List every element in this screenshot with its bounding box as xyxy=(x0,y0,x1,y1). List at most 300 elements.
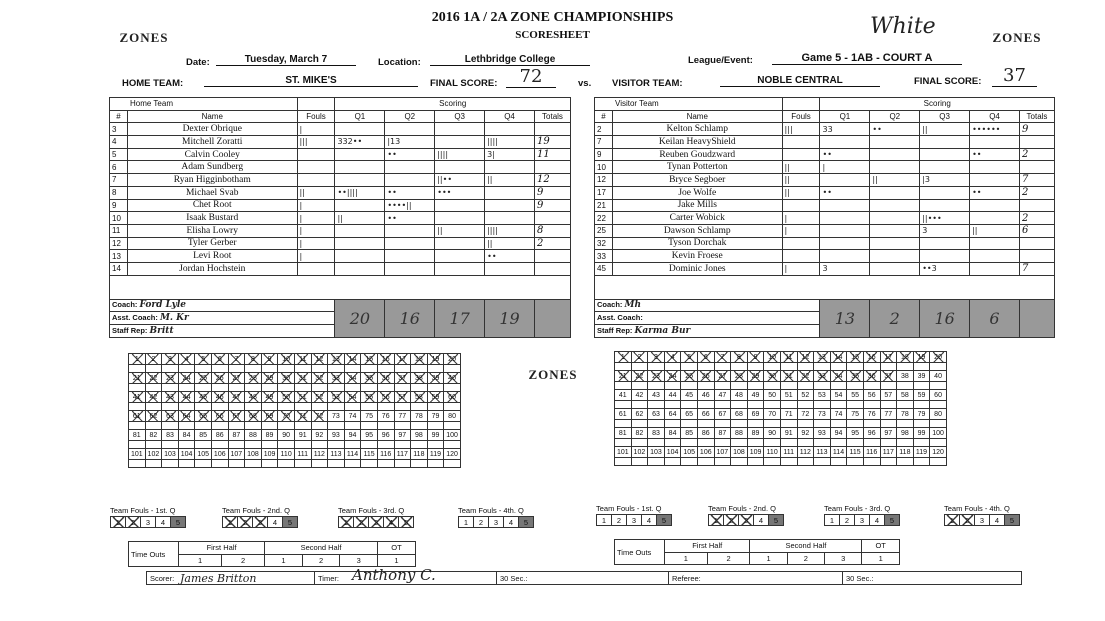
visitor-score-cell[interactable]: 18 xyxy=(897,352,914,363)
visitor-foul-box[interactable]: 4 xyxy=(642,515,657,526)
visitor-score-cell[interactable]: 16 xyxy=(863,352,880,363)
visitor-score-cell[interactable]: 66 xyxy=(697,409,714,420)
home-to-2h-3[interactable]: 3 xyxy=(340,554,378,567)
home-score-cell[interactable]: 48 xyxy=(245,392,262,403)
home-score-cell[interactable]: 12 xyxy=(311,354,328,365)
visitor-score-cell[interactable]: 77 xyxy=(880,409,897,420)
home-score-cell[interactable]: 30 xyxy=(278,373,295,384)
home-score-cell[interactable]: 93 xyxy=(328,430,345,441)
home-score-cell[interactable]: 67 xyxy=(228,411,245,422)
visitor-score-cell[interactable]: 98 xyxy=(897,428,914,439)
visitor-score-cell[interactable]: 96 xyxy=(863,428,880,439)
home-score-cell[interactable]: 116 xyxy=(377,449,394,460)
home-score-cell[interactable]: 94 xyxy=(344,430,361,441)
visitor-foul-box[interactable]: 4 xyxy=(990,515,1005,526)
home-foul-box[interactable]: 5 xyxy=(283,517,298,528)
visitor-score-cell[interactable]: 112 xyxy=(797,447,814,458)
player-name: Joe Wolfe xyxy=(612,186,782,199)
home-score-cell[interactable]: 26 xyxy=(211,373,228,384)
home-score-cell[interactable]: 117 xyxy=(394,449,411,460)
home-score-cell[interactable]: 46 xyxy=(211,392,228,403)
home-score-cell[interactable]: 32 xyxy=(311,373,328,384)
visitor-foul-box[interactable]: 2 xyxy=(840,515,855,526)
home-score-cell[interactable]: 69 xyxy=(261,411,278,422)
visitor-to-2h-2[interactable]: 2 xyxy=(787,552,824,565)
home-score-cell[interactable]: 86 xyxy=(211,430,228,441)
visitor-to-1h-1[interactable]: 1 xyxy=(665,552,708,565)
visitor-foul-box[interactable]: 4 xyxy=(754,515,769,526)
visitor-score-cell[interactable]: 31 xyxy=(780,371,797,382)
visitor-score-cell[interactable]: 94 xyxy=(830,428,847,439)
home-score-cell[interactable]: 15 xyxy=(361,354,378,365)
visitor-score-cell[interactable]: 27 xyxy=(714,371,731,382)
visitor-score-cell[interactable]: 19 xyxy=(913,352,930,363)
visitor-score-cell[interactable]: 44 xyxy=(664,390,681,401)
visitor-foul-box[interactable]: 1 xyxy=(709,515,724,526)
visitor-foul-box[interactable]: 4 xyxy=(870,515,885,526)
visitor-score-cell[interactable]: 64 xyxy=(664,409,681,420)
visitor-score-blank xyxy=(615,420,632,428)
home-score-cell[interactable]: 9 xyxy=(261,354,278,365)
home-score-cell[interactable]: 58 xyxy=(411,392,428,403)
home-score-cell[interactable]: 82 xyxy=(145,430,162,441)
visitor-score-cell[interactable]: 83 xyxy=(648,428,665,439)
home-score-cell[interactable]: 110 xyxy=(278,449,295,460)
visitor-score-cell[interactable]: 91 xyxy=(780,428,797,439)
visitor-score-cell[interactable]: 84 xyxy=(664,428,681,439)
home-score-cell[interactable]: 7 xyxy=(228,354,245,365)
visitor-score-cell[interactable]: 100 xyxy=(930,428,947,439)
home-score-cell[interactable]: 2 xyxy=(145,354,162,365)
visitor-score-cell[interactable]: 93 xyxy=(814,428,831,439)
home-score-cell[interactable]: 62 xyxy=(145,411,162,422)
home-score-cell[interactable]: 47 xyxy=(228,392,245,403)
home-score-cell[interactable]: 8 xyxy=(245,354,262,365)
home-score-cell[interactable]: 75 xyxy=(361,411,378,422)
home-score-cell[interactable]: 44 xyxy=(178,392,195,403)
home-score-cell[interactable]: 56 xyxy=(377,392,394,403)
home-score-cell[interactable]: 111 xyxy=(294,449,311,460)
visitor-foul-box[interactable]: 5 xyxy=(769,515,784,526)
visitor-score-cell[interactable]: 5 xyxy=(681,352,698,363)
home-score-cell[interactable]: 10 xyxy=(278,354,295,365)
vcol-num: # xyxy=(595,110,613,123)
visitor-score-cell[interactable]: 21 xyxy=(615,371,632,382)
home-score-cell[interactable]: 70 xyxy=(278,411,295,422)
visitor-score-cell[interactable]: 59 xyxy=(913,390,930,401)
visitor-score-cell[interactable]: 101 xyxy=(615,447,632,458)
home-score-cell[interactable]: 57 xyxy=(394,392,411,403)
visitor-foul-box[interactable]: 3 xyxy=(739,515,754,526)
visitor-to-1h-2[interactable]: 2 xyxy=(707,552,750,565)
visitor-score-cell[interactable]: 95 xyxy=(847,428,864,439)
home-score-cell[interactable]: 103 xyxy=(162,449,179,460)
home-score-cell[interactable]: 31 xyxy=(294,373,311,384)
home-score-cell[interactable]: 16 xyxy=(377,354,394,365)
visitor-score-cell[interactable]: 34 xyxy=(830,371,847,382)
visitor-score-cell[interactable]: 85 xyxy=(681,428,698,439)
home-score-cell[interactable]: 120 xyxy=(444,449,461,460)
player-total xyxy=(1019,199,1054,212)
visitor-score-cell[interactable]: 12 xyxy=(797,352,814,363)
home-to-2h-1[interactable]: 1 xyxy=(265,554,303,567)
visitor-score-cell[interactable]: 35 xyxy=(847,371,864,382)
visitor-score-cell[interactable]: 74 xyxy=(830,409,847,420)
home-score-cell[interactable]: 60 xyxy=(444,392,461,403)
home-to-2h-2[interactable]: 2 xyxy=(302,554,340,567)
home-score-cell[interactable]: 53 xyxy=(328,392,345,403)
home-score-cell[interactable]: 35 xyxy=(361,373,378,384)
visitor-foul-box[interactable]: 1 xyxy=(825,515,840,526)
home-score-cell[interactable]: 23 xyxy=(162,373,179,384)
visitor-score-cell[interactable]: 2 xyxy=(631,352,648,363)
visitor-score-cell[interactable]: 92 xyxy=(797,428,814,439)
home-score-cell[interactable]: 106 xyxy=(211,449,228,460)
home-to-1h-1[interactable]: 1 xyxy=(179,554,222,567)
home-score-cell[interactable]: 27 xyxy=(228,373,245,384)
visitor-score-cell[interactable]: 46 xyxy=(697,390,714,401)
visitor-score-cell[interactable]: 17 xyxy=(880,352,897,363)
visitor-score-cell[interactable]: 107 xyxy=(714,447,731,458)
home-score-cell[interactable]: 72 xyxy=(311,411,328,422)
home-score-cell[interactable]: 78 xyxy=(411,411,428,422)
visitor-score-cell[interactable]: 49 xyxy=(747,390,764,401)
home-score-cell[interactable]: 101 xyxy=(129,449,146,460)
home-score-cell[interactable]: 112 xyxy=(311,449,328,460)
visitor-score-cell[interactable]: 80 xyxy=(930,409,947,420)
home-foul-box[interactable]: 2 xyxy=(354,517,369,528)
visitor-score-cell[interactable]: 89 xyxy=(747,428,764,439)
home-score-cell[interactable]: 98 xyxy=(411,430,428,441)
visitor-to-2h-3[interactable]: 3 xyxy=(825,552,862,565)
visitor-score-cell[interactable]: 99 xyxy=(913,428,930,439)
visitor-to-2h-1[interactable]: 1 xyxy=(750,552,787,565)
home-score-cell[interactable]: 50 xyxy=(278,392,295,403)
visitor-foul-box[interactable]: 2 xyxy=(612,515,627,526)
home-score-blank xyxy=(228,384,245,392)
visitor-score-cell[interactable]: 61 xyxy=(615,409,632,420)
visitor-score-cell[interactable]: 81 xyxy=(615,428,632,439)
visitor-score-cell[interactable]: 106 xyxy=(697,447,714,458)
visitor-score-cell[interactable]: 69 xyxy=(747,409,764,420)
home-score-cell[interactable]: 99 xyxy=(427,430,444,441)
visitor-score-cell[interactable]: 36 xyxy=(863,371,880,382)
visitor-score-cell[interactable]: 13 xyxy=(814,352,831,363)
home-score-cell[interactable]: 96 xyxy=(377,430,394,441)
home-score-cell[interactable]: 89 xyxy=(261,430,278,441)
visitor-score-cell[interactable]: 7 xyxy=(714,352,731,363)
visitor-score-cell[interactable]: 58 xyxy=(897,390,914,401)
visitor-score-cell[interactable]: 105 xyxy=(681,447,698,458)
visitor-score-cell[interactable]: 73 xyxy=(814,409,831,420)
home-score-cell[interactable]: 68 xyxy=(245,411,262,422)
home-score-cell[interactable]: 4 xyxy=(178,354,195,365)
visitor-score-cell[interactable]: 119 xyxy=(913,447,930,458)
visitor-score-cell[interactable]: 65 xyxy=(681,409,698,420)
home-score-blank xyxy=(228,403,245,411)
visitor-score-cell[interactable]: 68 xyxy=(731,409,748,420)
visitor-score-cell[interactable]: 82 xyxy=(631,428,648,439)
home-score-cell[interactable]: 119 xyxy=(427,449,444,460)
visitor-score-cell[interactable]: 8 xyxy=(731,352,748,363)
home-score-cell[interactable]: 115 xyxy=(361,449,378,460)
home-foul-box[interactable]: 1 xyxy=(459,517,474,528)
home-score-cell[interactable]: 65 xyxy=(195,411,212,422)
home-score-cell[interactable]: 21 xyxy=(129,373,146,384)
visitor-score-cell[interactable]: 57 xyxy=(880,390,897,401)
home-score-blank xyxy=(444,403,461,411)
visitor-score-cell[interactable]: 30 xyxy=(764,371,781,382)
home-score-cell[interactable]: 80 xyxy=(444,411,461,422)
visitor-score-cell[interactable]: 50 xyxy=(764,390,781,401)
home-score-cell[interactable]: 64 xyxy=(178,411,195,422)
visitor-score-cell[interactable]: 3 xyxy=(648,352,665,363)
home-score-cell[interactable]: 24 xyxy=(178,373,195,384)
visitor-score-cell[interactable]: 60 xyxy=(930,390,947,401)
home-score-cell[interactable]: 18 xyxy=(411,354,428,365)
visitor-score-cell[interactable]: 118 xyxy=(897,447,914,458)
home-score-cell[interactable]: 113 xyxy=(328,449,345,460)
visitor-score-cell[interactable]: 56 xyxy=(863,390,880,401)
home-score-cell[interactable]: 108 xyxy=(245,449,262,460)
home-score-cell[interactable]: 17 xyxy=(394,354,411,365)
home-foul-box[interactable]: 2 xyxy=(238,517,253,528)
home-score-cell[interactable]: 37 xyxy=(394,373,411,384)
visitor-score-cell[interactable]: 114 xyxy=(830,447,847,458)
visitor-score-cell[interactable]: 6 xyxy=(697,352,714,363)
home-score-cell[interactable]: 13 xyxy=(328,354,345,365)
visitor-score-cell[interactable]: 14 xyxy=(830,352,847,363)
visitor-score-cell[interactable]: 22 xyxy=(631,371,648,382)
visitor-foul-box[interactable]: 5 xyxy=(1005,515,1020,526)
home-score-cell[interactable]: 28 xyxy=(245,373,262,384)
home-score-cell[interactable]: 114 xyxy=(344,449,361,460)
visitor-score-cell[interactable]: 55 xyxy=(847,390,864,401)
home-foul-box[interactable]: 5 xyxy=(519,517,534,528)
home-score-cell[interactable]: 55 xyxy=(361,392,378,403)
visitor-score-cell[interactable]: 15 xyxy=(847,352,864,363)
visitor-score-cell[interactable]: 23 xyxy=(648,371,665,382)
home-foul-box[interactable]: 1 xyxy=(111,517,126,528)
visitor-score-cell[interactable]: 78 xyxy=(897,409,914,420)
home-foul-box[interactable]: 3 xyxy=(253,517,268,528)
home-score-cell[interactable]: 83 xyxy=(162,430,179,441)
visitor-score-cell[interactable]: 70 xyxy=(764,409,781,420)
visitor-score-cell[interactable]: 29 xyxy=(747,371,764,382)
home-score-cell[interactable]: 97 xyxy=(394,430,411,441)
visitor-score-cell[interactable]: 52 xyxy=(797,390,814,401)
visitor-score-cell[interactable]: 39 xyxy=(913,371,930,382)
home-score-cell[interactable]: 6 xyxy=(211,354,228,365)
visitor-score-cell[interactable]: 75 xyxy=(847,409,864,420)
visitor-score-cell[interactable]: 104 xyxy=(664,447,681,458)
home-foul-box[interactable]: 5 xyxy=(171,517,186,528)
home-score-cell[interactable]: 51 xyxy=(294,392,311,403)
visitor-to-ot-1[interactable]: 1 xyxy=(862,552,900,565)
visitor-score-cell[interactable]: 115 xyxy=(847,447,864,458)
visitor-score-cell[interactable]: 4 xyxy=(664,352,681,363)
home-score-cell[interactable]: 91 xyxy=(294,430,311,441)
home-score-cell[interactable]: 38 xyxy=(411,373,428,384)
visitor-score-cell[interactable]: 108 xyxy=(731,447,748,458)
home-score-cell[interactable]: 43 xyxy=(162,392,179,403)
visitor-score-cell[interactable]: 102 xyxy=(631,447,648,458)
visitor-foul-box[interactable]: 3 xyxy=(975,515,990,526)
home-score-cell[interactable]: 66 xyxy=(211,411,228,422)
visitor-score-cell[interactable]: 33 xyxy=(814,371,831,382)
home-score-cell[interactable]: 109 xyxy=(261,449,278,460)
home-score-cell[interactable]: 95 xyxy=(361,430,378,441)
home-score-cell[interactable]: 19 xyxy=(427,354,444,365)
visitor-score-cell[interactable]: 109 xyxy=(747,447,764,458)
home-score-cell[interactable]: 42 xyxy=(145,392,162,403)
home-score-cell[interactable]: 52 xyxy=(311,392,328,403)
visitor-score-cell[interactable]: 116 xyxy=(863,447,880,458)
visitor-score-cell[interactable]: 86 xyxy=(697,428,714,439)
visitor-score-cell[interactable]: 97 xyxy=(880,428,897,439)
home-score-cell[interactable]: 104 xyxy=(178,449,195,460)
home-score-cell[interactable]: 84 xyxy=(178,430,195,441)
visitor-score-cell[interactable]: 32 xyxy=(797,371,814,382)
home-score-cell[interactable]: 92 xyxy=(311,430,328,441)
home-score-cell[interactable]: 49 xyxy=(261,392,278,403)
visitor-score-cell[interactable]: 113 xyxy=(814,447,831,458)
home-score-cell[interactable]: 1 xyxy=(129,354,146,365)
home-score-cell[interactable]: 22 xyxy=(145,373,162,384)
visitor-score-cell[interactable]: 20 xyxy=(930,352,947,363)
visitor-score-cell[interactable]: 11 xyxy=(780,352,797,363)
home-foul-box[interactable]: 1 xyxy=(339,517,354,528)
visitor-score-cell[interactable]: 103 xyxy=(648,447,665,458)
home-score-cell[interactable]: 40 xyxy=(444,373,461,384)
visitor-score-cell[interactable]: 110 xyxy=(764,447,781,458)
home-score-cell[interactable]: 88 xyxy=(245,430,262,441)
home-foul-box[interactable]: 2 xyxy=(474,517,489,528)
visitor-score-cell[interactable]: 67 xyxy=(714,409,731,420)
visitor-score-cell[interactable]: 40 xyxy=(930,371,947,382)
home-score-cell[interactable]: 73 xyxy=(328,411,345,422)
home-score-cell[interactable]: 107 xyxy=(228,449,245,460)
visitor-score-cell[interactable]: 24 xyxy=(664,371,681,382)
home-score-cell[interactable]: 20 xyxy=(444,354,461,365)
visitor-score-cell[interactable]: 79 xyxy=(913,409,930,420)
home-foul-box[interactable]: 3 xyxy=(141,517,156,528)
visitor-team-heading: Visitor Team xyxy=(595,98,783,111)
home-score-cell[interactable]: 74 xyxy=(344,411,361,422)
home-score-cell[interactable]: 25 xyxy=(195,373,212,384)
home-foul-box[interactable]: 3 xyxy=(489,517,504,528)
home-foul-box[interactable]: 4 xyxy=(504,517,519,528)
visitor-score-cell[interactable]: 37 xyxy=(880,371,897,382)
home-foul-box[interactable]: 4 xyxy=(156,517,171,528)
home-score-cell[interactable]: 77 xyxy=(394,411,411,422)
visitor-foul-box[interactable]: 3 xyxy=(627,515,642,526)
home-score-cell[interactable]: 87 xyxy=(228,430,245,441)
home-score-cell[interactable]: 105 xyxy=(195,449,212,460)
visitor-score-cell[interactable]: 25 xyxy=(681,371,698,382)
home-score-cell[interactable]: 59 xyxy=(427,392,444,403)
visitor-score-cell[interactable]: 10 xyxy=(764,352,781,363)
home-score-cell[interactable]: 102 xyxy=(145,449,162,460)
visitor-score-cell[interactable]: 41 xyxy=(615,390,632,401)
visitor-score-cell[interactable]: 76 xyxy=(863,409,880,420)
home-score-cell[interactable]: 33 xyxy=(328,373,345,384)
visitor-score-cell[interactable]: 63 xyxy=(648,409,665,420)
home-foul-box[interactable]: 5 xyxy=(399,517,414,528)
visitor-score-cell[interactable]: 53 xyxy=(814,390,831,401)
home-foul-box[interactable]: 4 xyxy=(384,517,399,528)
home-to-ot-1[interactable]: 1 xyxy=(377,554,415,567)
home-score-cell[interactable]: 45 xyxy=(195,392,212,403)
visitor-score-cell[interactable]: 45 xyxy=(681,390,698,401)
home-score-cell[interactable]: 54 xyxy=(344,392,361,403)
visitor-score-cell[interactable]: 72 xyxy=(797,409,814,420)
visitor-score-cell[interactable]: 54 xyxy=(830,390,847,401)
home-score-cell[interactable]: 29 xyxy=(261,373,278,384)
home-score-cell[interactable]: 36 xyxy=(377,373,394,384)
visitor-score-cell[interactable]: 71 xyxy=(780,409,797,420)
visitor-foul-box[interactable]: 1 xyxy=(597,515,612,526)
visitor-score-cell[interactable]: 9 xyxy=(747,352,764,363)
home-foul-box[interactable]: 1 xyxy=(223,517,238,528)
visitor-score-cell[interactable]: 1 xyxy=(615,352,632,363)
home-score-cell[interactable]: 85 xyxy=(195,430,212,441)
home-score-cell[interactable]: 118 xyxy=(411,449,428,460)
home-score-cell[interactable]: 39 xyxy=(427,373,444,384)
home-score-cell[interactable]: 100 xyxy=(444,430,461,441)
home-score-cell[interactable]: 63 xyxy=(162,411,179,422)
visitor-score-cell[interactable]: 51 xyxy=(780,390,797,401)
visitor-score-cell[interactable]: 26 xyxy=(697,371,714,382)
visitor-score-cell[interactable]: 47 xyxy=(714,390,731,401)
home-foul-box[interactable]: 4 xyxy=(268,517,283,528)
visitor-score-cell[interactable]: 48 xyxy=(731,390,748,401)
visitor-foul-box[interactable]: 3 xyxy=(855,515,870,526)
visitor-score-cell[interactable]: 28 xyxy=(731,371,748,382)
visitor-foul-box[interactable]: 1 xyxy=(945,515,960,526)
visitor-score-cell[interactable]: 90 xyxy=(764,428,781,439)
visitor-score-cell[interactable]: 38 xyxy=(897,371,914,382)
visitor-score-cell[interactable]: 42 xyxy=(631,390,648,401)
home-score-cell[interactable]: 34 xyxy=(344,373,361,384)
home-score-cell[interactable]: 81 xyxy=(129,430,146,441)
home-score-cell[interactable]: 76 xyxy=(377,411,394,422)
visitor-foul-box[interactable]: 5 xyxy=(657,515,672,526)
home-score-cell[interactable]: 61 xyxy=(129,411,146,422)
visitor-score-cell[interactable]: 111 xyxy=(780,447,797,458)
home-foul-box[interactable]: 3 xyxy=(369,517,384,528)
visitor-score-cell[interactable]: 87 xyxy=(714,428,731,439)
home-to-1h-2[interactable]: 2 xyxy=(222,554,265,567)
visitor-score-cell[interactable]: 120 xyxy=(930,447,947,458)
visitor-score-cell[interactable]: 43 xyxy=(648,390,665,401)
home-score-cell[interactable]: 90 xyxy=(278,430,295,441)
visitor-foul-box[interactable]: 2 xyxy=(960,515,975,526)
visitor-foul-box[interactable]: 5 xyxy=(885,515,900,526)
home-score-cell[interactable]: 11 xyxy=(294,354,311,365)
home-score-cell[interactable]: 79 xyxy=(427,411,444,422)
home-score-cell[interactable]: 3 xyxy=(162,354,179,365)
home-score-cell[interactable]: 41 xyxy=(129,392,146,403)
home-score-cell[interactable]: 71 xyxy=(294,411,311,422)
home-score-cell[interactable]: 5 xyxy=(195,354,212,365)
home-foul-box[interactable]: 2 xyxy=(126,517,141,528)
visitor-score-cell[interactable]: 117 xyxy=(880,447,897,458)
home-score-cell[interactable]: 14 xyxy=(344,354,361,365)
visitor-foul-box[interactable]: 2 xyxy=(724,515,739,526)
visitor-score-cell[interactable]: 88 xyxy=(731,428,748,439)
visitor-score-cell[interactable]: 62 xyxy=(631,409,648,420)
